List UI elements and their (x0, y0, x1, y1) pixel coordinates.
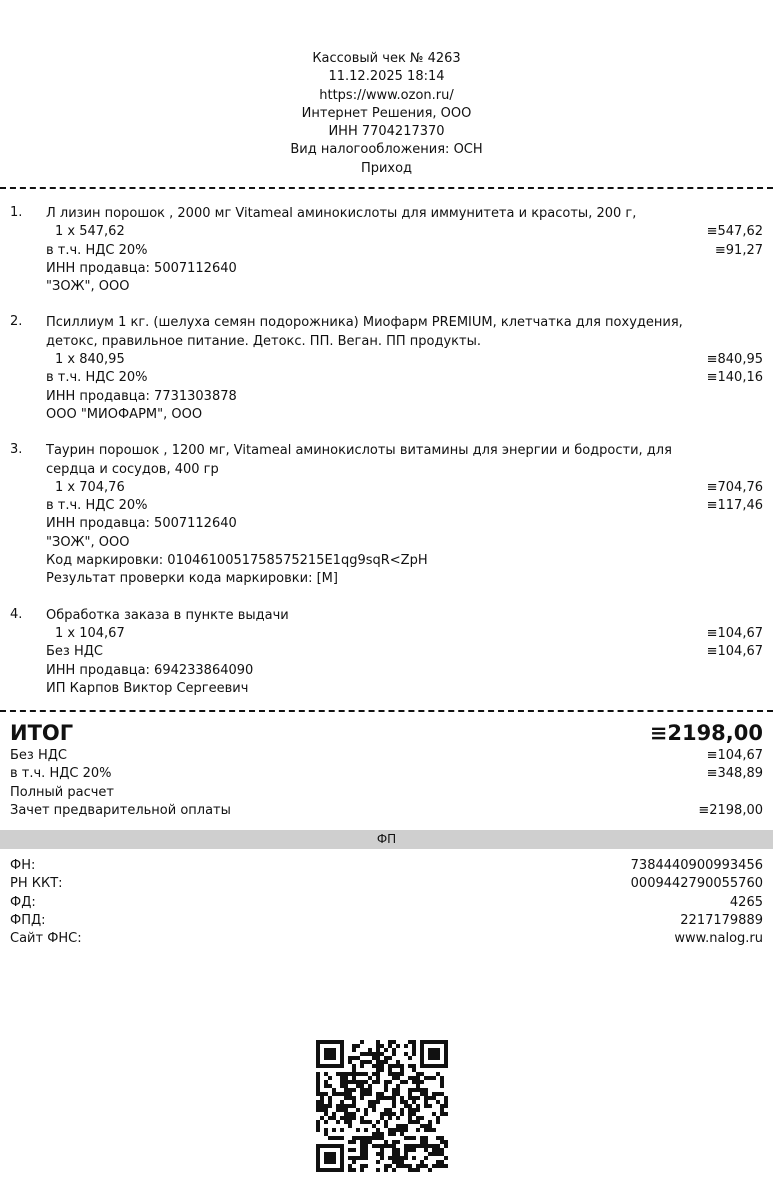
total-row (10, 784, 763, 802)
item-vat-row (46, 369, 763, 387)
item-seller-inn: ИНН продавца: 7731303878 (46, 388, 237, 404)
item-seller: "ЗОЖ", ООО (46, 279, 130, 295)
item-name-line: Обработка заказа в пункте выдачи (46, 607, 289, 623)
item-body (46, 607, 763, 698)
item-vat-sum: ≡91,27 (714, 242, 763, 258)
item-seller-inn: ИНН продавца: 5007112640 (46, 516, 237, 532)
fiscal-label: ФД: (10, 894, 36, 910)
item-qty: 1 x 840,95 (55, 352, 125, 368)
fiscal-value: www.nalog.ru (674, 931, 763, 947)
total-row-value: ≡104,67 (706, 748, 763, 763)
item-qty: 1 x 104,67 (55, 625, 125, 641)
company-inn: ИНН 7704217370 (328, 124, 445, 140)
item-name-line: Л лизин порошок , 2000 мг Vitameal аминокислоты для иммунитета и красоты, 200 г, (46, 206, 637, 221)
item-qty-row (46, 351, 763, 369)
item-qty-row (46, 625, 763, 643)
qr-code[interactable] (316, 1040, 448, 1172)
item-extra: Результат проверки кода маркировки: [M] (46, 571, 338, 587)
item-body (46, 205, 763, 296)
fiscal-value: 7384440900993456 (630, 858, 763, 873)
total-row (10, 747, 763, 765)
store-url[interactable]: https://www.ozon.ru/ (319, 87, 454, 103)
fiscal-value: 2217179889 (680, 912, 763, 928)
item-vat-row (46, 643, 763, 661)
item-seller: ООО "МИОФАРМ", ООО (46, 406, 203, 422)
dashed-divider (0, 187, 773, 189)
item-extra: Код маркировки: 0104610051758575215E1qg9sqR<ZpH (46, 553, 428, 569)
receipt-item (0, 442, 773, 588)
fiscal-row (10, 912, 763, 930)
item-body (46, 314, 763, 424)
fiscal-row (10, 894, 763, 912)
item-vat-sum: ≡104,67 (706, 644, 763, 660)
item-qty-row (46, 479, 763, 497)
fiscal-row (10, 857, 763, 875)
grand-total (10, 720, 763, 746)
item-name-line: детокс, правильное питание. Детокс. ПП. Веган. ПП продукты. (46, 333, 481, 349)
fiscal-data (10, 857, 763, 948)
item-seller-inn: ИНН продавца: 694233864090 (46, 662, 254, 678)
item-vat-label: Без НДС (46, 644, 103, 660)
item-number: 4. (10, 606, 23, 622)
receipt-item (0, 205, 773, 296)
item-vat-label: в т.ч. НДС 20% (46, 242, 148, 258)
total-row-label: Без НДС (10, 748, 67, 763)
fiscal-value: 4265 (729, 894, 763, 910)
grand-total-value: ≡2198,00 (649, 721, 763, 745)
fiscal-label: ФН: (10, 858, 36, 873)
fiscal-row (10, 875, 763, 893)
total-row (10, 765, 763, 783)
fiscal-row (10, 930, 763, 948)
item-qty: 1 x 704,76 (55, 479, 125, 495)
total-row (10, 802, 763, 820)
item-name-line: сердца и сосудов, 400 гр (46, 461, 219, 477)
item-sum: ≡840,95 (706, 352, 763, 368)
item-name-line: Таурин порошок , 1200 мг, Vitameal аминокислоты витамины для энергии и бодрости, для (46, 443, 672, 459)
items-list (0, 205, 773, 716)
total-row-value: ≡2198,00 (698, 802, 763, 818)
fiscal-value: 0009442790055760 (630, 876, 763, 892)
item-vat-label: в т.ч. НДС 20% (46, 498, 148, 514)
item-number: 3. (10, 442, 23, 458)
tax-system: Вид налогообложения: ОСН (290, 142, 483, 158)
item-qty: 1 x 547,62 (55, 224, 125, 240)
item-name-line: Псиллиум 1 кг. (шелуха семян подорожника) Миофарм PREMIUM, клетчатка для похудения, (46, 315, 683, 331)
item-vat-label: в т.ч. НДС 20% (46, 370, 148, 386)
item-qty-row (46, 223, 763, 241)
item-number: 1. (10, 205, 23, 220)
item-sum: ≡547,62 (706, 224, 763, 240)
fiscal-label: Сайт ФНС: (10, 931, 82, 947)
item-seller: "ЗОЖ", ООО (46, 534, 130, 550)
grand-total-label: ИТОГ (10, 721, 74, 745)
item-vat-row (46, 497, 763, 515)
total-row-value: ≡348,89 (706, 766, 763, 782)
item-vat-sum: ≡140,16 (706, 370, 763, 386)
dashed-divider (0, 710, 773, 712)
receipt-number: Кассовый чек № 4263 (312, 51, 461, 66)
total-row-label: Полный расчет (10, 784, 114, 800)
fiscal-label: ФПД: (10, 912, 46, 928)
item-body (46, 442, 763, 588)
receipt-item (0, 314, 773, 424)
fiscal-label: РН ККТ: (10, 876, 63, 892)
total-row-label: в т.ч. НДС 20% (10, 766, 112, 782)
item-sum: ≡104,67 (706, 625, 763, 641)
fp-bar: ФП (0, 830, 773, 849)
item-sum: ≡704,76 (706, 479, 763, 495)
total-row-label: Зачет предварительной оплаты (10, 802, 231, 818)
receipt-datetime: 11.12.2025 18:14 (328, 69, 445, 85)
item-vat-row (46, 242, 763, 260)
item-seller-inn: ИНН продавца: 5007112640 (46, 260, 237, 276)
item-seller: ИП Карпов Виктор Сергеевич (46, 680, 249, 696)
receipt-item (0, 607, 773, 698)
item-vat-sum: ≡117,46 (706, 498, 763, 514)
item-number: 2. (10, 314, 23, 330)
operation-type: Приход (360, 160, 413, 176)
totals-section (10, 720, 763, 820)
receipt-header (0, 50, 773, 178)
company-name: Интернет Решения, ООО (301, 105, 472, 121)
